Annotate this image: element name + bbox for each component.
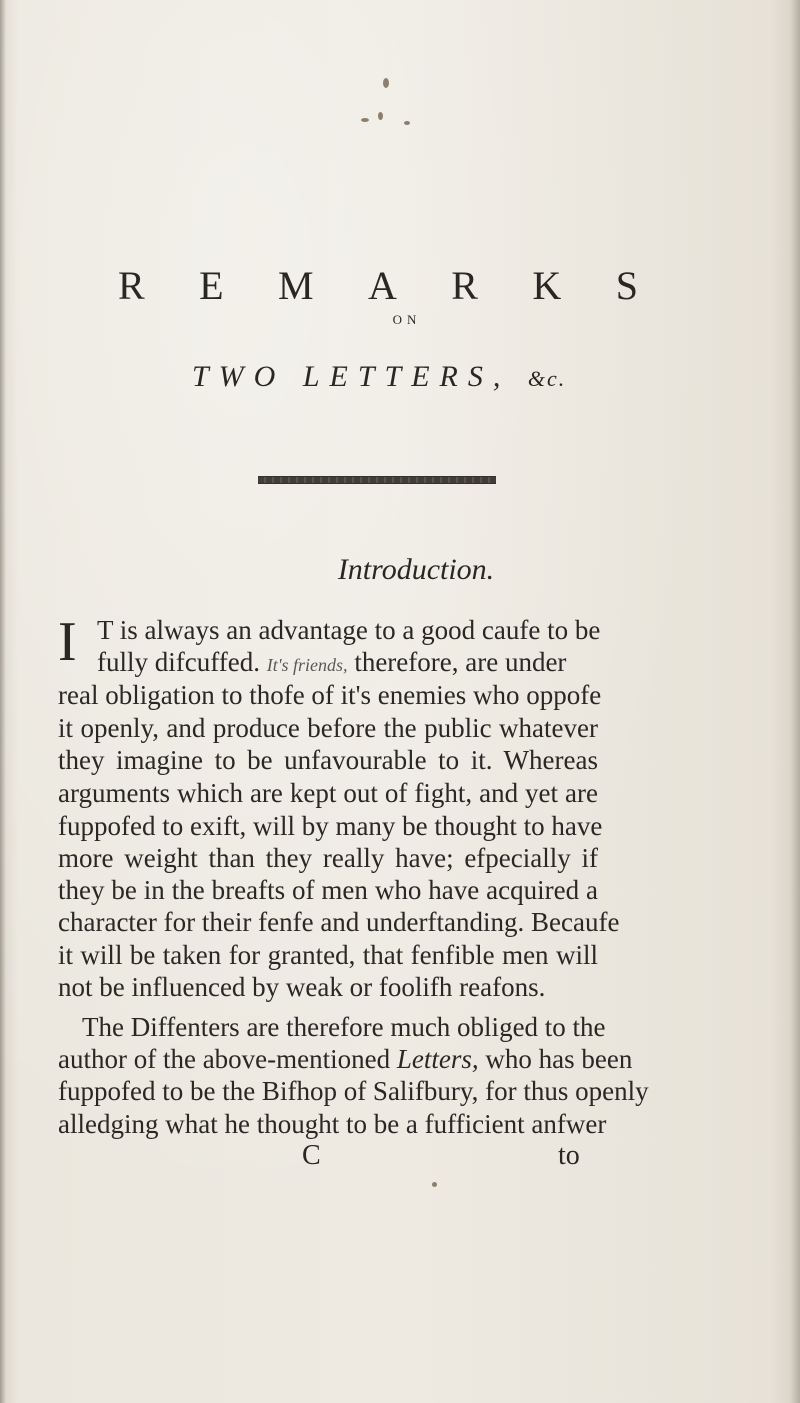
title-letter: K	[532, 263, 562, 308]
text-line: alledging what he thought to be a fufficient anfwer	[58, 1109, 607, 1139]
ink-speck	[404, 121, 410, 125]
catchword: to	[558, 1140, 580, 1171]
subtitle-etc: &c.	[527, 366, 567, 391]
title-on: ON	[392, 312, 422, 327]
text-line: character for their fenfe and underftanding. Becaufe	[58, 907, 620, 937]
ornamental-rule	[258, 476, 496, 484]
text-line: T is always an advantage to a good caufe to be	[97, 615, 601, 645]
ink-speck	[383, 78, 389, 88]
page-right-edge	[790, 0, 800, 1403]
text-line: not be influenced by weak or foolifh reafons.	[58, 972, 546, 1002]
title-letter: R	[451, 263, 478, 308]
title-letter: A	[367, 263, 397, 308]
ink-speck	[361, 118, 369, 122]
title-remarks	[118, 262, 638, 309]
text-fragment: author of the above-mentioned	[58, 1044, 391, 1074]
italic-word: Letters,	[396, 1044, 479, 1074]
title-letter: M	[277, 263, 314, 308]
title-letter: S	[615, 263, 638, 308]
text-fragment: therefore, are under	[354, 647, 567, 677]
subtitle-main: TWO LETTERS,	[192, 360, 511, 393]
drop-cap: I	[58, 611, 77, 673]
text-line	[97, 646, 598, 681]
text-line: it openly, and produce before the public whatever	[58, 713, 598, 743]
text-line	[58, 1043, 633, 1075]
page-left-edge	[0, 0, 6, 1403]
text-line: fuppofed to be the Bifhop of Salifbury, for thus openly	[58, 1076, 649, 1106]
text-line: they imagine to be unfavourable to it. Whereas	[58, 745, 598, 775]
text-line: they be in the breafts of men who have acquired a	[58, 875, 598, 905]
ink-speck	[432, 1182, 437, 1187]
section-heading: Introduction.	[337, 553, 495, 586]
text-line: fuppofed to exift, will by many be thought to have	[58, 811, 603, 841]
signature-mark: C	[302, 1140, 321, 1171]
text-line: real obligation to thofe of it's enemies who oppofe	[58, 680, 602, 710]
text-line: The Diffenters are therefore much obliged to the	[82, 1012, 606, 1042]
subtitle	[192, 360, 566, 394]
text-line: more weight than they really have; efpecially if	[58, 843, 598, 873]
text-line: it will be taken for granted, that fenfible men will	[58, 940, 598, 970]
title-letter: R	[118, 263, 145, 308]
ink-speck	[378, 112, 383, 120]
title-letter: E	[199, 263, 224, 308]
text-line: arguments which are kept out of fight, and yet are	[58, 778, 598, 808]
text-fragment: fully difcuffed.	[97, 647, 260, 677]
marginal-correction: It's friends,	[266, 655, 348, 675]
text-fragment: who has been	[485, 1044, 633, 1074]
